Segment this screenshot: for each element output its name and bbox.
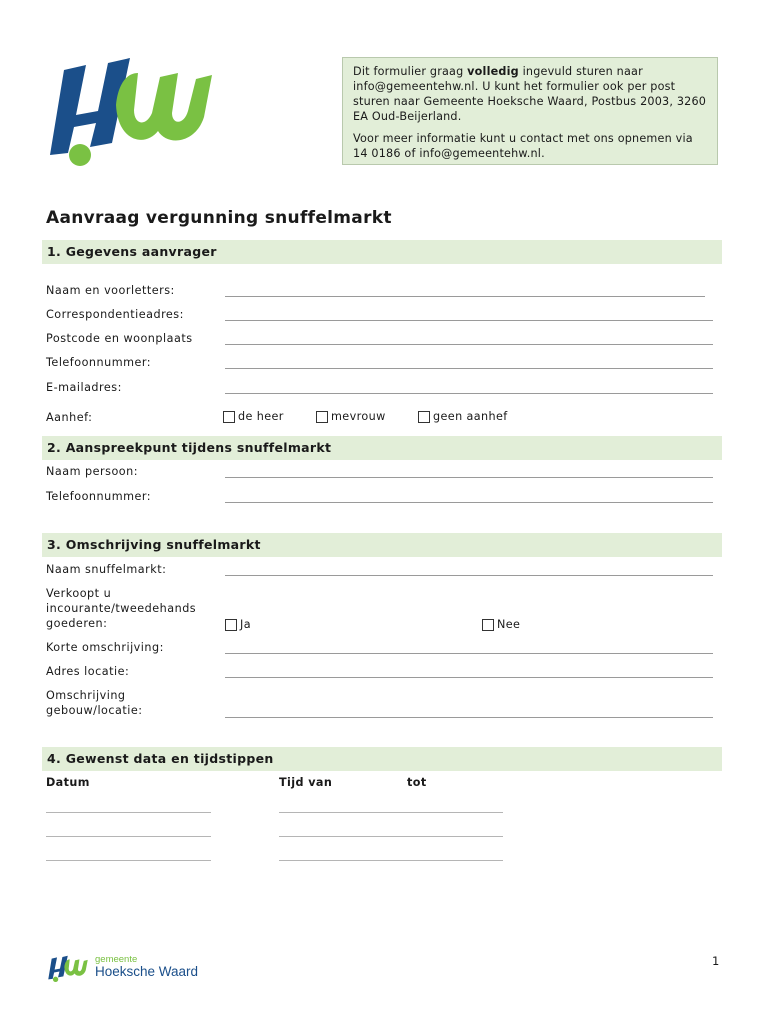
field-adres-locatie-line[interactable]: [225, 677, 713, 678]
checkbox-ja[interactable]: [225, 618, 251, 631]
label-contact-naam: Naam persoon:: [46, 465, 138, 478]
checkbox-label: Nee: [497, 618, 521, 631]
label-korte-omschrijving: Korte omschrijving:: [46, 641, 164, 654]
section-4-header: 4. Gewenst data en tijdstippen: [42, 747, 722, 771]
checkbox-mevrouw[interactable]: [316, 410, 386, 423]
checkbox-geen-aanhef[interactable]: [418, 410, 508, 423]
checkbox-de-heer[interactable]: [223, 410, 284, 423]
field-markt-naam-line[interactable]: [225, 575, 713, 576]
field-tijd-2[interactable]: [279, 836, 503, 837]
label-adres: Correspondentieadres:: [46, 308, 184, 321]
field-email-line[interactable]: [225, 393, 713, 394]
label-omschrijving-gebouw: Omschrijving gebouw/locatie:: [46, 689, 143, 717]
hoeksche-waard-logo: [46, 55, 216, 170]
checkbox-icon[interactable]: [418, 411, 430, 423]
checkbox-label: Ja: [240, 618, 251, 631]
section-1-header: 1. Gegevens aanvrager: [42, 240, 722, 264]
field-adres-line[interactable]: [225, 320, 713, 321]
field-datum-2[interactable]: [46, 836, 211, 837]
info-box: [342, 57, 718, 165]
checkbox-icon[interactable]: [316, 411, 328, 423]
field-datum-3[interactable]: [46, 860, 211, 861]
label-verkoopt: Verkoopt u incourante/tweedehands goederen:: [46, 587, 197, 630]
label-email: E-mailadres:: [46, 381, 122, 394]
field-contact-naam-line[interactable]: [225, 477, 713, 478]
field-contact-telefoon-line[interactable]: [225, 502, 713, 503]
field-postcode-line[interactable]: [225, 344, 713, 345]
page-number: 1: [712, 954, 720, 968]
label-markt-naam: Naam snuffelmarkt:: [46, 563, 167, 576]
label-adres-locatie: Adres locatie:: [46, 665, 130, 678]
field-korte-omschrijving-line[interactable]: [225, 653, 713, 654]
field-tijd-1[interactable]: [279, 812, 503, 813]
field-omschrijving-gebouw-line[interactable]: [225, 717, 713, 718]
checkbox-label: geen aanhef: [433, 410, 508, 423]
field-naam-line[interactable]: [225, 296, 705, 297]
column-tijd-van: Tijd van: [279, 776, 333, 789]
logo-dot: [69, 144, 91, 166]
section-3-header: 3. Omschrijving snuffelmarkt: [42, 533, 722, 557]
checkbox-icon[interactable]: [225, 619, 237, 631]
column-datum: Datum: [46, 776, 90, 789]
info-bold: volledig: [467, 65, 519, 78]
footer-hw-icon: [46, 955, 90, 983]
info-text: ingevuld sturen naar info@gemeentehw.nl. U kunt het formulier ook per post sturen naar Gemeente Hoeksche Waard, Postbus 2003, 3260 EA Oud-Beijerland.: [353, 65, 707, 123]
checkbox-label: mevrouw: [331, 410, 386, 423]
label-telefoon: Telefoonnummer:: [46, 356, 152, 369]
footer-logo: [46, 953, 216, 985]
footer-name: Hoeksche Waard: [95, 964, 199, 979]
page-title: Aanvraag vergunning snuffelmarkt: [46, 208, 392, 228]
info-paragraph-1: [353, 64, 707, 124]
info-paragraph-2: Voor meer informatie kunt u contact met ons opnemen via 14 0186 of info@gemeentehw.nl.: [353, 132, 693, 160]
footer-gemeente: gemeente: [95, 954, 138, 965]
label-postcode: Postcode en woonplaats: [46, 332, 193, 345]
field-tijd-3[interactable]: [279, 860, 503, 861]
checkbox-nee[interactable]: [482, 618, 520, 631]
checkbox-icon[interactable]: [223, 411, 235, 423]
column-tot: tot: [407, 776, 427, 789]
logo-w-stroke: [116, 73, 212, 140]
info-text: Dit formulier graag: [353, 65, 468, 78]
field-telefoon-line[interactable]: [225, 368, 713, 369]
label-contact-telefoon: Telefoonnummer:: [46, 490, 152, 503]
field-datum-1[interactable]: [46, 812, 211, 813]
label-naam: Naam en voorletters:: [46, 284, 175, 297]
checkbox-label: de heer: [238, 410, 284, 423]
section-2-header: 2. Aanspreekpunt tijdens snuffelmarkt: [42, 436, 722, 460]
label-aanhef: Aanhef:: [46, 411, 93, 424]
checkbox-icon[interactable]: [482, 619, 494, 631]
